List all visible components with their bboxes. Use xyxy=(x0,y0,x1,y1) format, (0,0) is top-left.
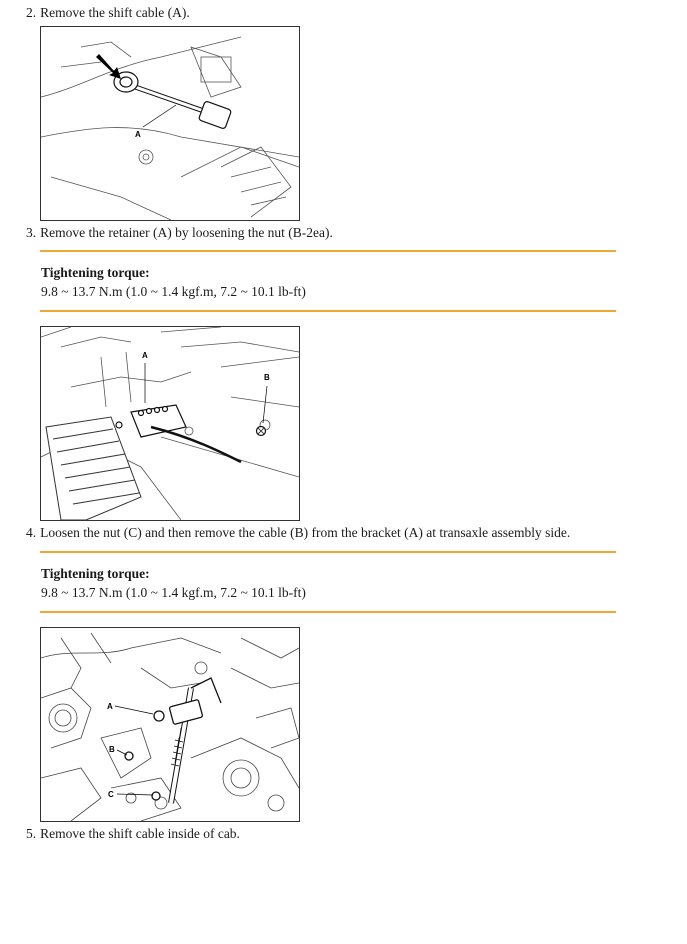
figure-shift-cable xyxy=(40,26,300,221)
callout-label: C xyxy=(108,790,114,799)
step-text: Remove the shift cable inside of cab. xyxy=(40,826,240,841)
torque-rule-top xyxy=(40,551,616,553)
torque-rule-top xyxy=(40,250,616,252)
step-text: Loosen the nut (C) and then remove the cable (B) from the bracket (A) at transaxle assembly side. xyxy=(40,525,571,540)
callout-label: B xyxy=(109,745,115,754)
step-4 xyxy=(26,525,570,541)
shift-cable-illustration xyxy=(41,27,299,220)
step-text: Remove the shift cable (A). xyxy=(40,5,190,20)
step-text: Remove the retainer (A) by loosening the nut (B-2ea). xyxy=(40,225,333,240)
callout-label: A xyxy=(135,130,141,139)
torque-value: 9.8 ~ 13.7 N.m (1.0 ~ 1.4 kgf.m, 7.2 ~ 10.1 lb-ft) xyxy=(41,284,306,299)
step-5 xyxy=(26,826,240,842)
step-number: 4. xyxy=(26,525,37,540)
torque-rule-bottom xyxy=(40,310,616,312)
torque-rule-bottom xyxy=(40,611,616,613)
figure-retainer xyxy=(40,326,300,521)
callout-label: A xyxy=(107,702,113,711)
step-number: 5. xyxy=(26,826,37,841)
callout-label: B xyxy=(264,373,270,382)
torque-label: Tightening torque: xyxy=(41,265,150,280)
step-number: 2. xyxy=(26,5,37,20)
retainer-illustration xyxy=(41,327,299,520)
figure-transaxle-cable xyxy=(40,627,300,822)
torque-label: Tightening torque: xyxy=(41,566,150,581)
step-3 xyxy=(26,225,333,241)
step-2 xyxy=(26,5,190,21)
step-number: 3. xyxy=(26,225,37,240)
arrow-icon xyxy=(96,54,121,79)
callout-label: A xyxy=(142,351,148,360)
torque-value: 9.8 ~ 13.7 N.m (1.0 ~ 1.4 kgf.m, 7.2 ~ 10.1 lb-ft) xyxy=(41,585,306,600)
transaxle-cable-illustration xyxy=(41,628,299,821)
